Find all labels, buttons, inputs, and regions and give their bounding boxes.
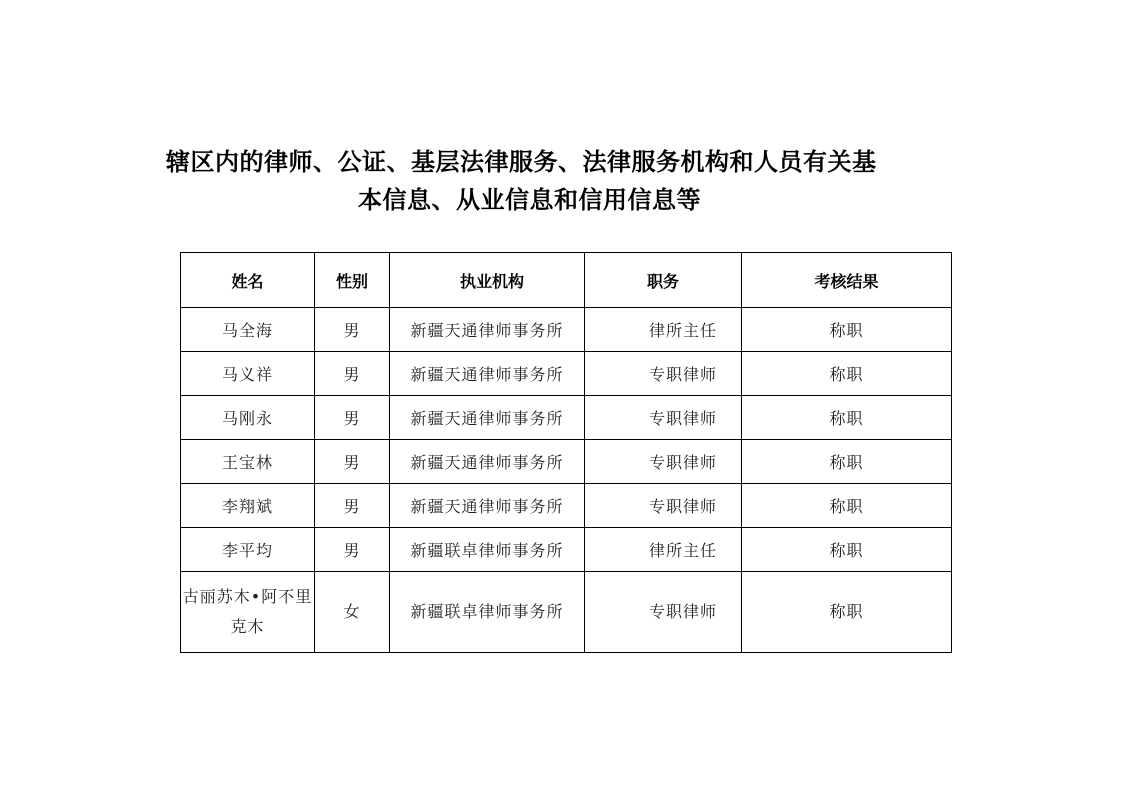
header-name: 姓名 — [181, 253, 315, 308]
cell-gender: 男 — [315, 440, 390, 484]
cell-name: 王宝林 — [181, 440, 315, 484]
header-assessment-result: 考核结果 — [742, 253, 952, 308]
cell-gender: 男 — [315, 396, 390, 440]
cell-organization: 新疆天通律师事务所 — [390, 396, 585, 440]
cell-position: 专职律师 — [585, 484, 742, 528]
header-gender: 性别 — [315, 253, 390, 308]
cell-assessment-result: 称职 — [742, 352, 952, 396]
cell-assessment-result: 称职 — [742, 528, 952, 572]
cell-gender: 男 — [315, 528, 390, 572]
cell-position: 律所主任 — [585, 308, 742, 352]
cell-assessment-result: 称职 — [742, 572, 952, 653]
cell-position: 律所主任 — [585, 528, 742, 572]
header-organization: 执业机构 — [390, 253, 585, 308]
cell-gender: 男 — [315, 352, 390, 396]
table-row — [181, 396, 952, 440]
cell-position: 专职律师 — [585, 572, 742, 653]
cell-position: 专职律师 — [585, 352, 742, 396]
table-row — [181, 484, 952, 528]
title-line-1: 辖区内的律师、公证、基层法律服务、法律服务机构和人员有关基 — [166, 147, 877, 176]
title-line-2: 本信息、从业信息和信用信息等 — [358, 185, 701, 214]
cell-name: 马全海 — [181, 308, 315, 352]
cell-name: 李翔斌 — [181, 484, 315, 528]
cell-name: 古丽苏木•阿不里克木 — [181, 572, 315, 653]
cell-assessment-result: 称职 — [742, 308, 952, 352]
personnel-table — [180, 252, 952, 653]
cell-organization: 新疆天通律师事务所 — [390, 308, 585, 352]
table-row — [181, 528, 952, 572]
cell-organization: 新疆联卓律师事务所 — [390, 572, 585, 653]
table-row — [181, 352, 952, 396]
table-row — [181, 572, 952, 653]
table-row — [181, 440, 952, 484]
cell-organization: 新疆天通律师事务所 — [390, 440, 585, 484]
cell-assessment-result: 称职 — [742, 396, 952, 440]
cell-assessment-result: 称职 — [742, 440, 952, 484]
header-position: 职务 — [585, 253, 742, 308]
cell-name: 李平均 — [181, 528, 315, 572]
cell-name: 马义祥 — [181, 352, 315, 396]
cell-name: 马刚永 — [181, 396, 315, 440]
table-row — [181, 308, 952, 352]
cell-gender: 女 — [315, 572, 390, 653]
cell-gender: 男 — [315, 484, 390, 528]
table-header-row — [181, 253, 952, 308]
cell-organization: 新疆天通律师事务所 — [390, 352, 585, 396]
cell-position: 专职律师 — [585, 440, 742, 484]
cell-gender: 男 — [315, 308, 390, 352]
cell-organization: 新疆天通律师事务所 — [390, 484, 585, 528]
cell-organization: 新疆联卓律师事务所 — [390, 528, 585, 572]
cell-position: 专职律师 — [585, 396, 742, 440]
cell-assessment-result: 称职 — [742, 484, 952, 528]
